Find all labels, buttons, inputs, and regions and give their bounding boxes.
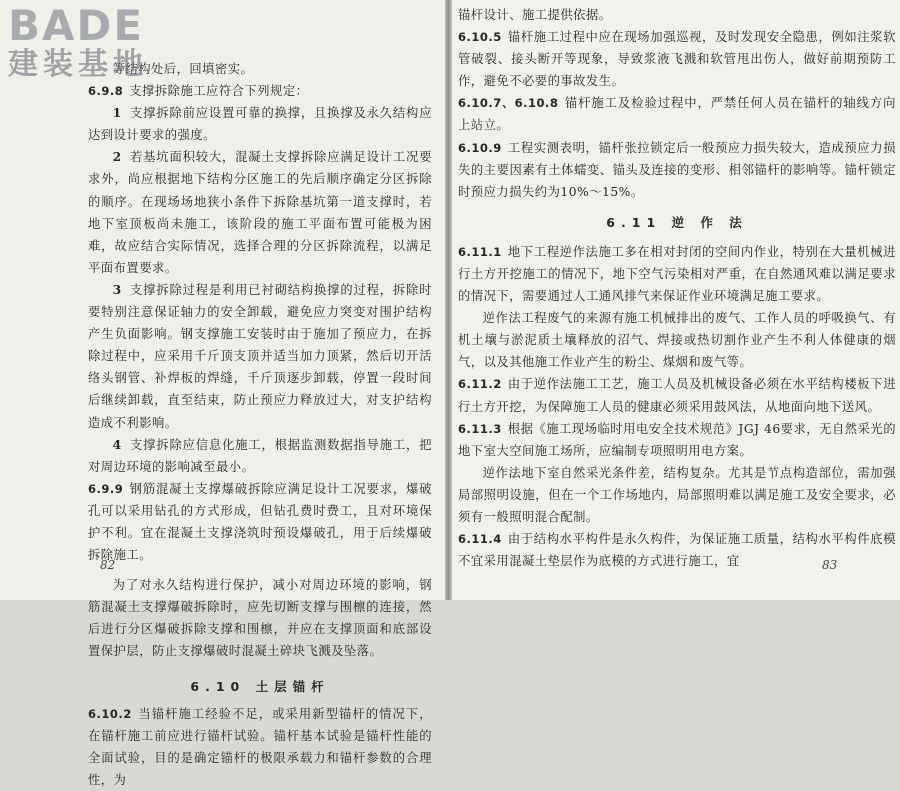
page-number-left: 82 xyxy=(100,558,116,572)
clause-6-11-1: 6.11.1 地下工程逆作法施工多在相对封闭的空间内作业，特别在大量机械进行土方开挖施工的情况下，地下空气污染相对严重，在自然通风难以满足要求的情况下，需要通过人工通风排气来保证作业环境满足施工要求。 xyxy=(458,244,896,304)
clause-6-10-9: 6.10.9 工程实测表明，锚杆张拉锁定后一般预应力损失较大，造成预应力损失的主要因素有土体蠕变、锚头及连接的变形、相邻锚杆的影响等。锚杆锁定时预应力损失约为10%～15%。 xyxy=(458,140,896,199)
paragraph: 为了对永久结构进行保护，减小对周边环境的影响，钢筋混凝土支撑爆破拆除时，应先切断支撑与围檩的连接，然后进行分区爆破拆除支撑和围檩，并应在支撑顶面和底部设置保护层，防止支撑爆破时混凝土碎块飞溅及坠落。 xyxy=(88,578,432,659)
list-item: 3 支撑拆除过程是利用已衬砌结构换撑的过程，拆除时要特别注意保证轴力的安全卸载，避免应力突变对围护结构产生负面影响。钢支撑施工安装时由于施加了预应力，在拆除过程中，应采用千斤顶支顶并适当加力顶紧，然后切开活络头钢管、补焊板的焊缝，千斤顶逐步卸载，停置一段时间后继续卸载，直至结束，防止预应力释放过大，对支护结构造成不利影响。 xyxy=(88,281,432,430)
clause-6-9-9: 6.9.9 钢筋混凝土支撑爆破拆除应满足设计工况要求，爆破孔可以采用钻孔的方式形成，但钻孔费时费工，且对环境保护不利。宜在混凝土支撑浇筑时预设爆破孔，用于后续爆破拆除施工。 xyxy=(88,481,432,563)
section-title-6-11: 6.11 逆 作 法 xyxy=(606,214,748,230)
clause-6-10-7: 6.10.7、6.10.8 锚杆施工及检验过程中，严禁任何人员在锚杆的轴线方向上站立。 xyxy=(458,96,896,133)
page-number-right: 83 xyxy=(822,558,838,572)
clause-6-10-5: 6.10.5 锚杆施工过程中应在现场加强巡视，及时发现安全隐患，例如注浆软管破裂、接头断开等现象，导致浆液飞溅和软管甩出伤人，做好前期预防工作，避免不必要的事故发生。 xyxy=(458,30,896,89)
left-page xyxy=(0,0,445,787)
list-item: 4 支撑拆除应信息化施工，根据监测数据指导施工，把对周边环境的影响减至最小。 xyxy=(88,436,432,474)
clause-6-10-2: 6.10.2 当锚杆施工经验不足，或采用新型锚杆的情况下，在锚杆施工前应进行锚杆试验。锚杆基本试验是锚杆性能的全面试验，目的是确定锚杆的极限承载力和锚杆参数的合理性，为 xyxy=(88,706,432,787)
right-page xyxy=(452,0,900,600)
paragraph: 逆作法地下室自然采光条件差，结构复杂。尤其是节点构造部位，需加强局部照明设施，但在一个工作场地内，局部照明难以满足施工及安全要求，必须有一般照明混合配制。 xyxy=(458,465,896,524)
watermark-latin: BADE xyxy=(8,1,145,50)
bade-watermark-logo xyxy=(8,1,178,82)
section-title-6-10: 6.10 土层锚杆 xyxy=(190,678,330,694)
left-text-block xyxy=(88,58,432,791)
clause-6-11-2: 6.11.2 由于逆作法施工工艺，施工人员及机械设备必须在水平结构楼板下进行土方开挖，为保障施工人员的健康必须采用鼓风法，从地面向地下送风。 xyxy=(458,377,896,414)
paragraph: 逆作法工程废气的来源有施工机械排出的废气、工作人员的呼吸换气、有机土壤与淤泥质土壤释放的沼气、焊接或热切割作业产生不利人体健康的烟气，以及其他施工作业产生的粉尘、煤烟和废气等。 xyxy=(458,311,896,370)
paragraph: 锚杆设计、施工提供依据。 xyxy=(458,8,612,22)
watermark-chinese: 建装基地 xyxy=(8,47,148,82)
list-item: 1 支撑拆除前应设置可靠的换撑，且换撑及永久结构应达到设计要求的强度。 xyxy=(88,105,432,143)
right-text-block xyxy=(458,4,896,572)
book-gutter xyxy=(445,0,452,600)
clause-6-9-8: 6.9.8 支撑拆除施工应符合下列规定： xyxy=(88,84,309,99)
clause-6-11-3: 6.11.3 根据《施工现场临时用电安全技术规范》JGJ 46要求，无自然采光的地下室大空间施工场所，应编制专项照明用电方案。 xyxy=(458,421,896,458)
clause-6-11-4: 6.11.4 由于结构水平构件是永久构件，为保证施工质量，结构水平构件底模不宜采用混凝土垫层作为底模的方式进行施工，宜 xyxy=(458,532,896,569)
paragraph: 等结构处后，回填密实。 xyxy=(112,62,254,76)
list-item: 2 若基坑面积较大，混凝土支撑拆除应满足设计工况要求外，尚应根据地下结构分区施工的先后顺序确定分区拆除的顺序。在现场场地狭小条件下拆除基坑第一道支撑时，若地下室顶板尚未施工，该阶段的施工平面布置可能极为困难，故应结合实际情况，选择合理的分区拆除流程，以满足平面布置要求。 xyxy=(88,149,432,275)
